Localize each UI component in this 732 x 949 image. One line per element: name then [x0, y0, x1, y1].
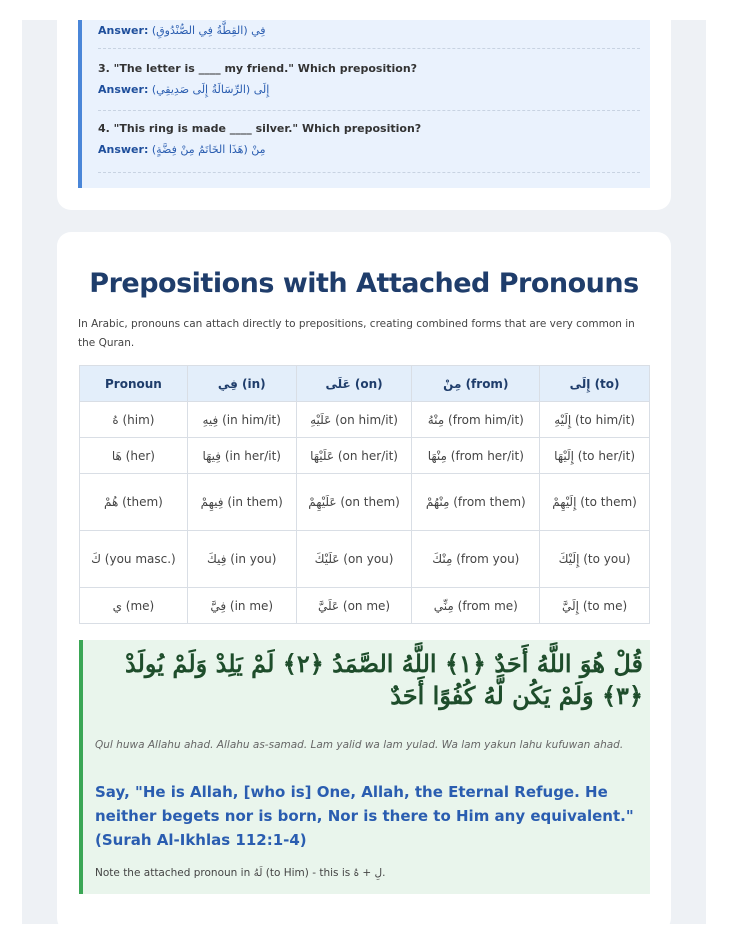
table-cell: مِنْهَا (from her/it) — [412, 438, 540, 474]
quiz-item-3 — [98, 62, 640, 96]
table-cell: كَ (you masc.) — [80, 531, 188, 588]
quiz-item-4 — [98, 122, 640, 156]
table-cell: فِيهَا (in her/it) — [187, 438, 296, 474]
quran-quote-box — [79, 640, 650, 894]
table-cell: إِلَيْهِمْ (to them) — [540, 474, 650, 531]
answer-text: إِلَى (الرِّسَالَةُ إِلَى صَدِيقِي) — [151, 83, 270, 96]
header-ala: عَلَى (on) — [296, 366, 412, 402]
table-row — [80, 531, 650, 588]
table-cell: هُ (him) — [80, 402, 188, 438]
quiz-answers-box — [78, 20, 650, 188]
table-cell: إِلَيْهَا (to her/it) — [540, 438, 650, 474]
pronoun-table — [79, 365, 650, 624]
table-row — [80, 588, 650, 624]
table-cell: هُمْ (them) — [80, 474, 188, 531]
header-min: مِنْ (from) — [412, 366, 540, 402]
answer-label: Answer: — [98, 143, 149, 156]
table-cell: مِنْكَ (from you) — [412, 531, 540, 588]
table-cell: مِنْهُمْ (from them) — [412, 474, 540, 531]
answer-line — [98, 24, 640, 37]
attached-pronoun-note: Note the attached pronoun in لَهُ (to Him) - this is لِ + هُ. — [95, 867, 386, 879]
table-cell: فِيكَ (in you) — [187, 531, 296, 588]
table-cell: هَا (her) — [80, 438, 188, 474]
header-fi: فِي (in) — [187, 366, 296, 402]
table-cell: ي (me) — [80, 588, 188, 624]
section-title: Prepositions with Attached Pronouns — [89, 268, 639, 299]
table-cell: إِلَيْكَ (to you) — [540, 531, 650, 588]
answer-text: مِنْ (هَذَا الخَاتَمُ مِنْ فِضَّةٍ) — [151, 143, 266, 156]
header-pronoun: Pronoun — [80, 366, 188, 402]
table-row — [80, 438, 650, 474]
table-cell: إِلَيْهِ (to him/it) — [540, 402, 650, 438]
table-cell: عَلَيْهَا (on her/it) — [296, 438, 412, 474]
table-cell: عَلَيْهِمْ (on them) — [296, 474, 412, 531]
quran-translation: Say, "He is Allah, [who is] One, Allah, the Eternal Refuge. He neither begets nor is born, Nor is there to Him any equivalent." (Surah Al-Ikhlas 112:1-4) — [95, 783, 634, 849]
divider — [98, 110, 640, 111]
table-cell: عَلَيْكَ (on you) — [296, 531, 412, 588]
table-cell: فِيهِمْ (in them) — [187, 474, 296, 531]
table-cell: عَلَيَّ (on me) — [296, 588, 412, 624]
divider — [98, 48, 640, 49]
divider — [98, 172, 640, 173]
question-text: 3. "The letter is ____ my friend." Which preposition? — [98, 62, 418, 75]
table-cell: فِيَّ (in me) — [187, 588, 296, 624]
quran-verse-arabic: قُلْ هُوَ اللَّهُ أَحَدٌ ﴿١﴾ اللَّهُ الصَّمَدُ ﴿٢﴾ لَمْ يَلِدْ وَلَمْ يُولَدْ ﴿٣﴾ وَلَمْ يَكُن لَّهُ كُفُوًا أَحَدٌ — [125, 649, 643, 710]
table-header-row — [80, 366, 650, 402]
table-cell: مِنْهُ (from him/it) — [412, 402, 540, 438]
table-cell: فِيهِ (in him/it) — [187, 402, 296, 438]
table-cell: عَلَيْهِ (on him/it) — [296, 402, 412, 438]
answer-line — [98, 143, 640, 156]
table-cell: مِنِّي (from me) — [412, 588, 540, 624]
answer-line — [98, 83, 640, 96]
table-cell: إِلَيَّ (to me) — [540, 588, 650, 624]
section-intro: In Arabic, pronouns can attach directly to prepositions, creating combined forms that are very common in the Quran. — [78, 318, 635, 349]
table-row — [80, 402, 650, 438]
answer-label: Answer: — [98, 24, 149, 37]
answer-text: فِي (القِطَّةُ فِي الصُّنْدُوقِ) — [151, 24, 266, 37]
answer-label: Answer: — [98, 83, 149, 96]
table-row — [80, 474, 650, 531]
header-ila: إِلَى (to) — [540, 366, 650, 402]
question-text: 4. "This ring is made ____ silver." Which preposition? — [98, 122, 422, 135]
quran-transliteration: Qul huwa Allahu ahad. Allahu as-samad. Lam yalid wa lam yulad. Wa lam yakun lahu kufuwan ahad. — [95, 739, 624, 751]
quiz-item-2 — [98, 24, 640, 37]
